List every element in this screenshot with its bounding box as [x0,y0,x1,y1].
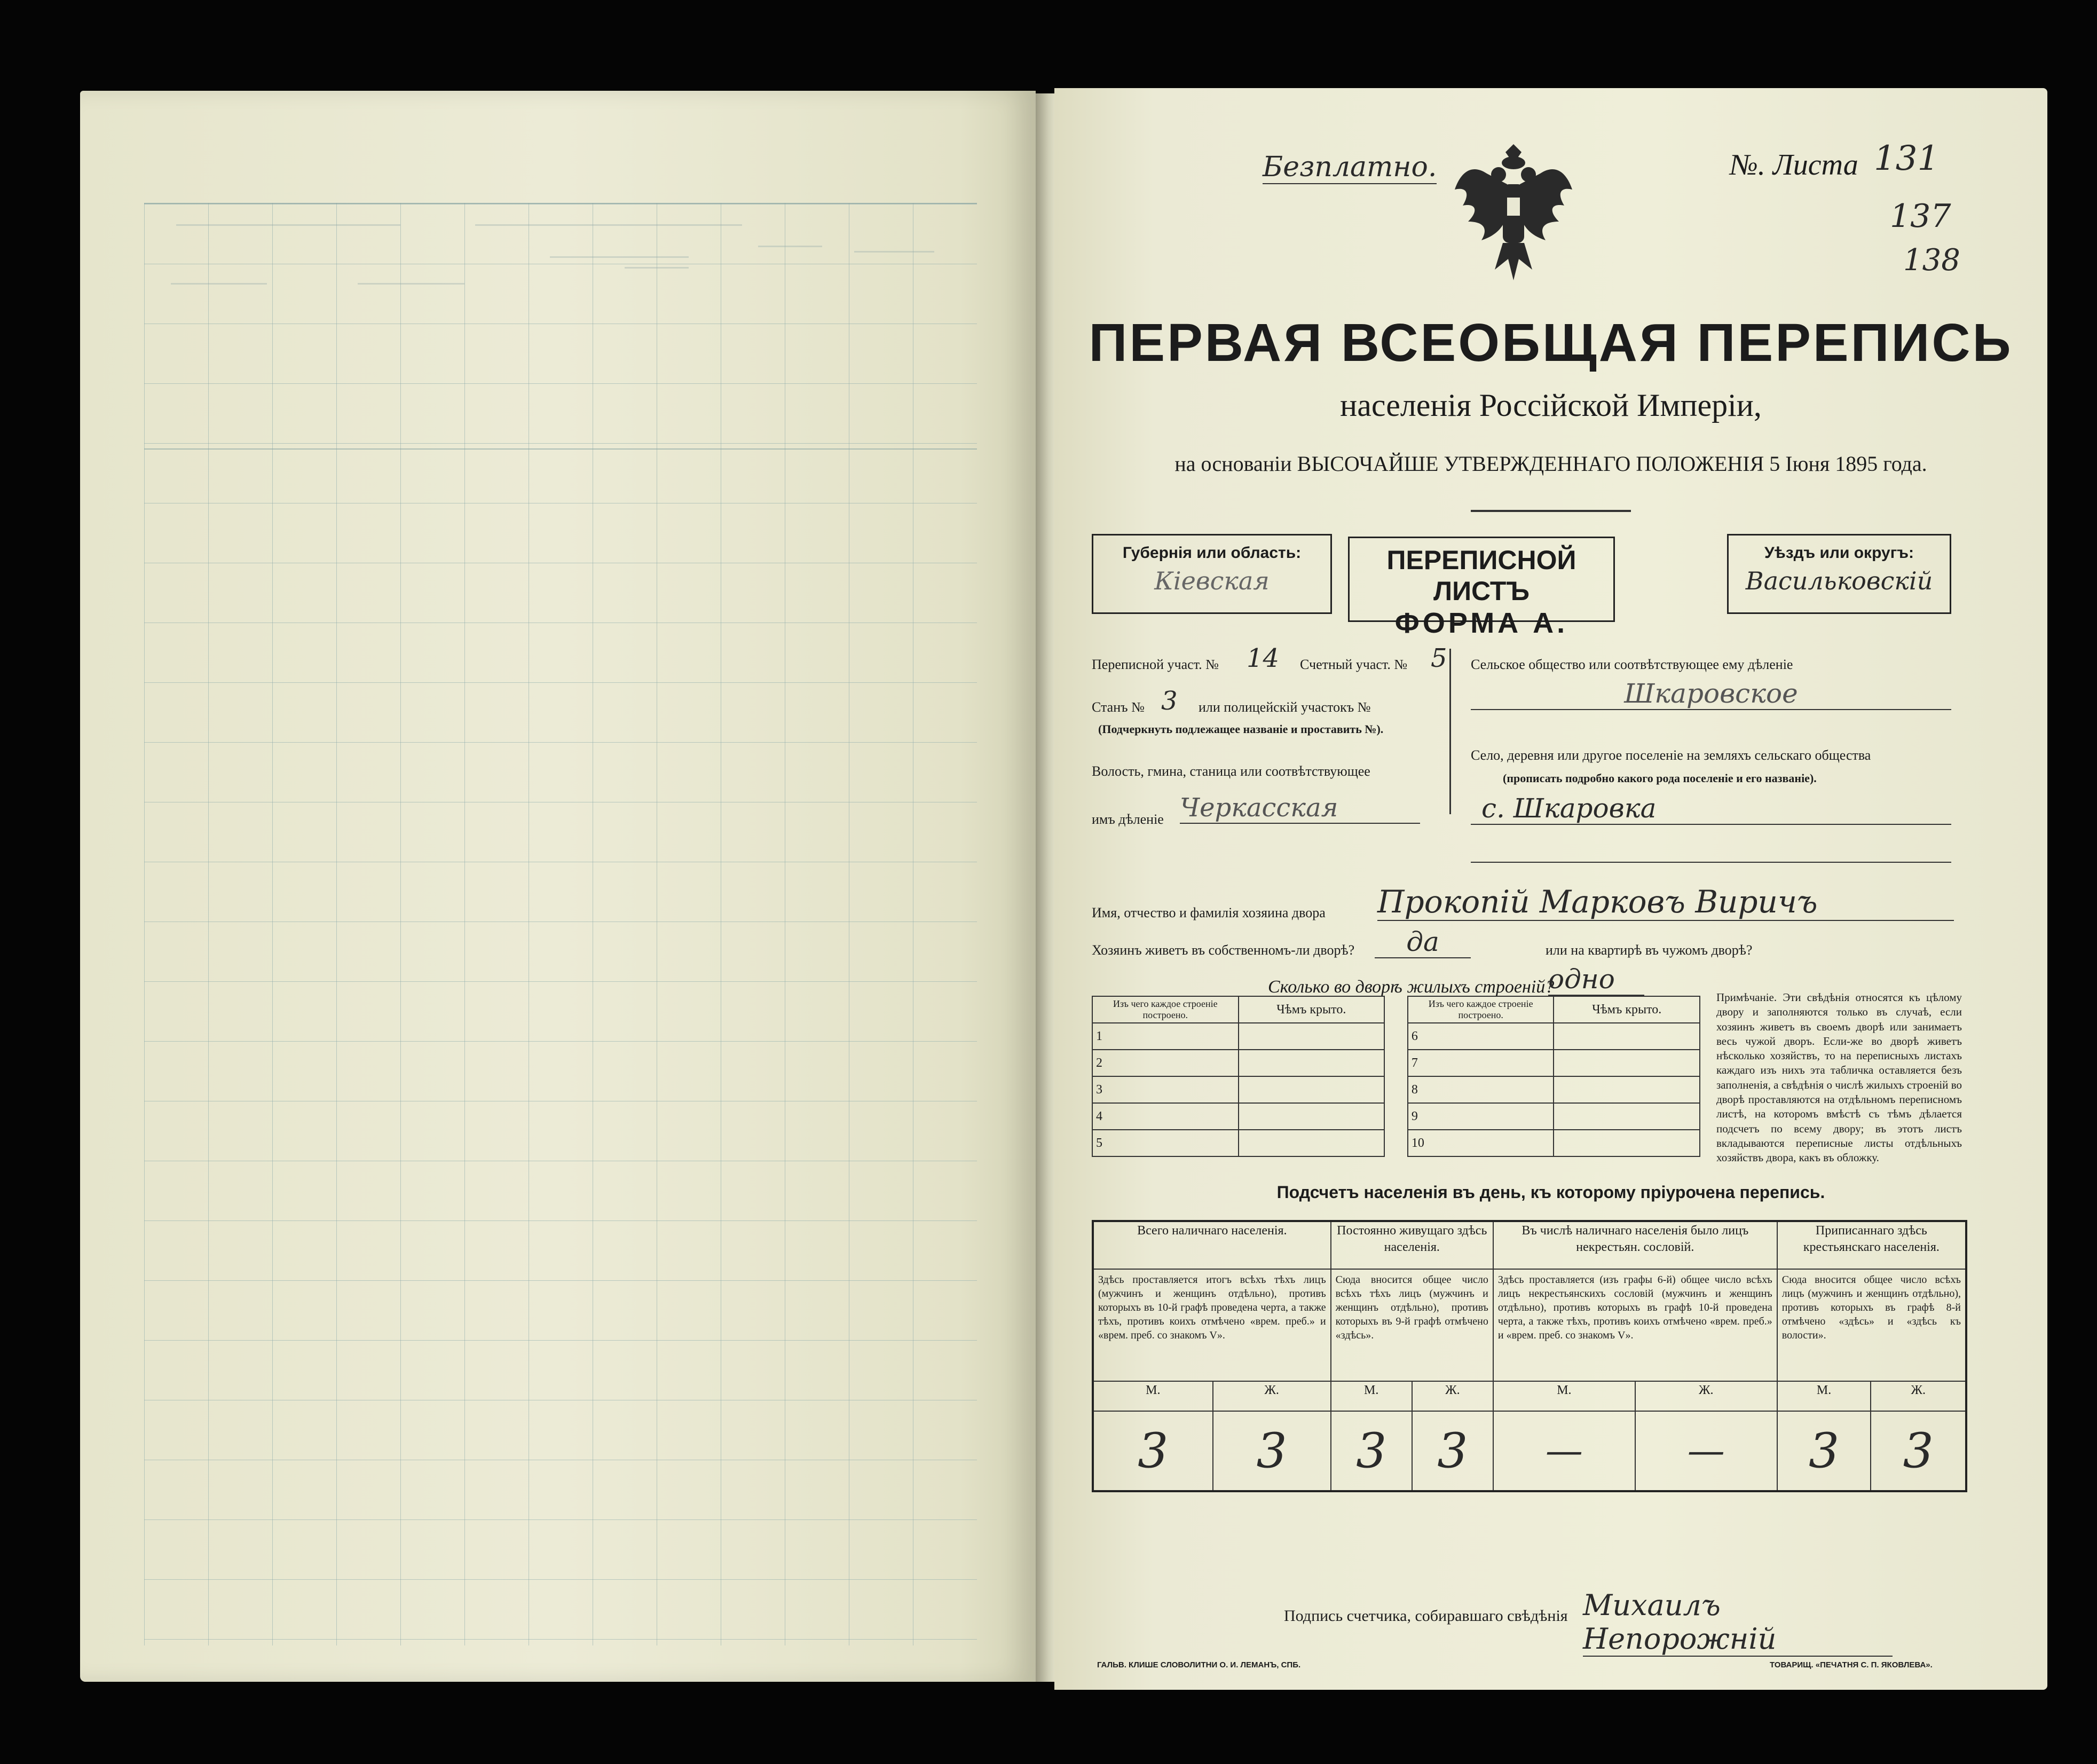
form-title: ФОРМА А. [1394,607,1568,639]
pop-permanent-m: 3 [1331,1411,1412,1491]
sheet-number-alt-2: 138 [1903,243,1960,278]
society-value: Шкаровское [1471,678,1951,710]
buildings-col-roof: Чѣмъ крыто. [1239,996,1384,1023]
census-main-title: ПЕРВАЯ ВСЕОБЩАЯ ПЕРЕПИСЬ [1089,313,2013,373]
m-label: М. [1093,1381,1213,1411]
ledger-header-ghost [144,203,977,450]
gubernia-label: Губернія или область: [1122,544,1302,562]
buildings-row: 6 [1408,1023,1554,1050]
signature-value: Михаилъ Непорожній [1583,1588,1893,1657]
stan-label: Станъ № [1092,699,1145,715]
buildings-col-material: Изъ чего каждое строеніе построено. [1092,996,1239,1023]
list-title: ПЕРЕПИСНОЙ ЛИСТЪ [1386,545,1576,606]
population-title: Подсчетъ населенія въ день, къ которому пріурочена перепись. [1276,1183,1825,1202]
buildings-col-roof-2: Чѣмъ крыто. [1554,996,1700,1023]
sheet-number-label: №. Листа [1730,148,1858,182]
volost-label: Волость, гмина, станица или соотвѣтствующее [1092,763,1370,779]
form-divider [1449,649,1451,814]
uezd-value: Васильковскій [1745,566,1933,595]
population-table [1092,1220,1967,1492]
stan-value: 3 [1161,686,1178,716]
free-label: Безплатно. [1263,151,1437,183]
note-text: Примѣчаніе. Эти свѣдѣнія относятся къ цѣлому двору и заполняются только въ случаѣ, если хозяинъ живетъ въ своемъ дворѣ или занимаетъ весь чужой дворъ. Если-же во дворѣ живетъ нѣсколько хозяйствъ, то на переписныхъ листахъ каждаго изъ нихъ эта табличка оставляется безъ заполненія, а свѣдѣнія о числѣ жилыхъ строеній во дворѣ проставляются на отдѣльномъ переписномъ листѣ, на которомъ вмѣстѣ съ тѣмъ дѣлается подсчетъ по всему двору; въ этотъ листъ вкладываются переписные листы отдѣльныхъ хозяйствъ двора, какъ въ обложку. [1716,991,1962,1164]
census-basis: на основаніи ВЫСОЧАЙШЕ УТВЕРЖДЕННАГО ПОЛОЖЕНІЯ 5 Іюня 1895 года. [1174,452,1927,476]
footer-right: ТОВАРИЩ. «ПЕЧАТНЯ С. П. ЯКОВЛЕВА». [1770,1660,1933,1670]
pop-desc-present: Здѣсь проставляется итогъ всѣхъ тѣхъ лицъ (мужчинъ и женщинъ отдѣльно), противъ которыхъ въ 10-й графѣ проведена черта, а также тѣхъ, противъ коихъ отмѣчено «врем. преб.» и «врем. преб. со знакомъ V». [1093,1269,1331,1381]
gubernia-box [1092,534,1332,614]
census-subtitle: населенія Россійской Имперіи, [1340,388,1762,423]
m-label: М. [1493,1381,1635,1411]
schet-value: 5 [1431,643,1447,673]
pop-peasant-f: 3 [1871,1411,1966,1491]
buildings-row: 10 [1408,1130,1554,1156]
sheet-number-value: 131 [1874,139,1940,178]
village-extra-line [1471,860,1951,863]
gubernia-value: Кіевская [1154,566,1270,595]
signature-label: Подпись счетчика, собиравшаго свѣдѣнія [1284,1607,1568,1625]
buildings-row: 1 [1092,1023,1239,1050]
f-label: Ж. [1635,1381,1777,1411]
stan-note: (Подчеркнуть подлежащее названіе и проставить №). [1098,722,1384,736]
left-page [80,91,1036,1682]
buildings-row: 7 [1408,1050,1554,1076]
pop-head-peasant: Приписаннаго здѣсь крестьянскаго населенія. [1777,1221,1966,1269]
book-gutter [1036,93,1057,1682]
imperial-eagle-emblem [1449,141,1578,286]
pop-permanent-f: 3 [1412,1411,1493,1491]
police-label: или полицейскій участокъ № [1199,699,1371,715]
buildings-col-material-2: Изъ чего каждое строеніе построено. [1408,996,1554,1023]
village-value: с. Шкаровка [1471,793,1951,825]
owner-value: Прокопій Марковъ Виричъ [1377,884,1954,921]
schet-label: Счетный участ. № [1300,657,1408,672]
pop-peasant-m: 3 [1777,1411,1871,1491]
pop-present-f: 3 [1213,1411,1331,1491]
pop-present-m: 3 [1093,1411,1213,1491]
m-label: М. [1777,1381,1871,1411]
sheet-number-alt-1: 137 [1890,198,1951,235]
f-label: Ж. [1871,1381,1966,1411]
form-title-box [1348,537,1615,639]
buildings-row: 4 [1092,1103,1239,1130]
ornament-rule [1471,510,1631,512]
pop-desc-permanent: Сюда вносится общее число всѣхъ тѣхъ лицъ (мужчинъ и женщинъ отдѣльно), противъ которыхъ въ 9-й графѣ отмѣчено «здѣсь». [1331,1269,1493,1381]
f-label: Ж. [1412,1381,1493,1411]
volost-label-2: имъ дѣленіе [1092,812,1164,827]
pop-desc-peasant: Сюда вносится общее число всѣхъ лицъ (мужчинъ и женщинъ отдѣльно), противъ которыхъ въ графѣ 8-й отмѣчено «здѣсь» и «здѣсь къ волости». [1777,1269,1966,1381]
village-label: Село, деревня или другое поселеніе на земляхъ сельскаго общества [1471,747,1871,763]
pop-head-permanent: Постоянно живущаго здѣсь населенія. [1331,1221,1493,1269]
village-note: (прописать подробно какого рода поселеніе и его названіе). [1503,771,1817,785]
lives-value: да [1375,926,1471,958]
lives-label-2: или на квартирѣ въ чужомъ дворѣ? [1546,942,1753,958]
owner-label: Имя, отчество и фамилія хозяина двора [1092,905,1326,920]
pop-non-peasant-f: — [1635,1411,1777,1491]
buildings-row: 9 [1408,1103,1554,1130]
society-label: Сельское общество или соотвѣтствующее ему дѣленіе [1471,657,1793,672]
m-label: М. [1331,1381,1412,1411]
uezd-label: Уѣздъ или округъ: [1764,544,1914,562]
buildings-row: 2 [1092,1050,1239,1076]
buildings-label: Сколько во дворѣ жилыхъ строеній? [1268,977,1555,997]
buildings-row: 3 [1092,1076,1239,1103]
buildings-table [1092,996,1700,1157]
buildings-row: 8 [1408,1076,1554,1103]
pop-head-non-peasant: Въ числѣ наличнаго населенія было лицъ некрестьян. сословій. [1493,1221,1777,1269]
footer-left: ГАЛЬВ. КЛИШЕ СЛОВОЛИТНИ О. И. ЛЕМАНЪ, СПБ. [1097,1660,1301,1670]
f-label: Ж. [1213,1381,1331,1411]
buildings-value: одно [1548,964,1644,996]
uezd-box [1727,534,1951,614]
pop-head-present: Всего наличнаго населенія. [1093,1221,1331,1269]
census-form-page [1054,88,2047,1690]
uchast-value: 14 [1247,643,1280,673]
lives-label: Хозяинъ живетъ въ собственномъ-ли дворѣ? [1092,942,1355,958]
uchast-label: Переписной участ. № [1092,657,1219,672]
pop-non-peasant-m: — [1493,1411,1635,1491]
pop-desc-non-peasant: Здѣсь проставляется (изъ графы 6-й) общее число всѣхъ лицъ некрестьянскихъ сословій (мужчинъ и женщинъ отдѣльно), противъ которыхъ въ графѣ 10-й проведена черта, а также тѣхъ, противъ коихъ отмѣчено «врем. преб.» и «врем. преб. со знакомъ V». [1493,1269,1777,1381]
buildings-row: 5 [1092,1130,1239,1156]
volost-value: Черкасская [1180,793,1420,824]
